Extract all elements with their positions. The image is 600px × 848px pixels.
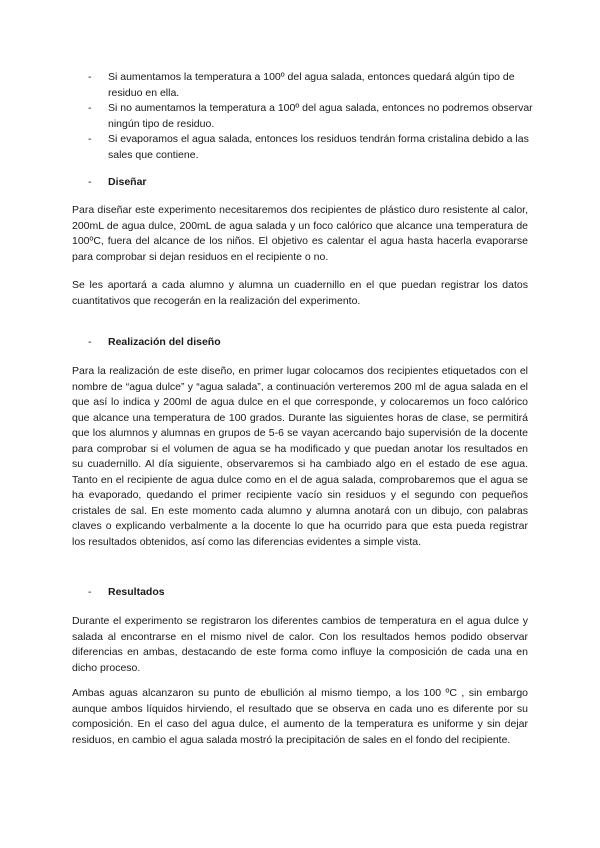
paragraph: Para la realización de este diseño, en primer lugar colocamos dos recipientes etiquetados con el nombre de “agua dulce” y “agua salada”, a continuación verteremos 200 ml de agua salada en el que así lo indica y 200ml de agua dulce en el que corresponde, y colocaremos un foco calórico que alcance una temperatura de 100 grados. Durante las siguientes horas de clase, se permitirá que los alumnos y alumnas en grupos de 5-6 se vayan acercando bajo supervisión de la docente para comprobar si el volumen de agua se ha modificado y que puedan anotar los resultados en su cuadernillo. Al día siguiente, observaremos si ha cambiado algo en el estado de ese agua. Tanto en el recipiente de agua dulce como en el de agua salada, comprobaremos que el agua se ha evaporado, quedando el primer recipiente vacío sin residuos y el segundo con pequeños cristales de sal. En este momento cada alumno y alumna anotará con un dibujo, con palabras claves o explicando verbalmente a la docente lo que ha ocurrido para que esta pueda registrar los resultados obtenidos, así como las diferencias evidentes a simple vista.	[72, 365, 528, 548]
paragraph: Para diseñar este experimento necesitaremos dos recipientes de plástico duro resistente al calor, 200mL de agua dulce, 200mL de agua salada y un foco calórico que alcance una temperatura de 100ºC, fuera del alcance de los niños. El objetivo es calentar el agua hasta hacerla evaporarse para comprobar si dejan residuos en el recipiente o no.	[72, 204, 528, 263]
paragraph: Durante el experimento se registraron los diferentes cambios de temperatura en el agua dulce y salada al encontrarse en el mismo nivel de calor. Con los resultados hemos podido observar diferencias en ambas, destacando de este forma como influye la composición de cada una en dicho proceso.	[72, 615, 528, 674]
bullet-dash: -	[88, 336, 92, 348]
list-item-text: Si aumentamos la temperatura a 100º del agua salada, entonces quedará algún tipo de residuo en ella.	[108, 71, 515, 99]
list-item	[88, 70, 538, 101]
list-item	[88, 132, 538, 163]
hypothesis-list	[88, 70, 538, 163]
bullet-dash: -	[88, 176, 92, 188]
list-item	[88, 101, 538, 132]
bullet-dash: -	[88, 102, 92, 114]
section-heading-text: Resultados	[108, 586, 165, 598]
bullet-dash: -	[88, 133, 92, 145]
section-heading-text: Realización del diseño	[108, 336, 221, 348]
list-item-text: Si no aumentamos la temperatura a 100º del agua salada, entonces no podremos observar ningún tipo de residuo.	[108, 102, 533, 130]
list-item-text: Si evaporamos el agua salada, entonces los residuos tendrán forma cristalina debido a las sales que contiene.	[108, 133, 529, 161]
section-heading-realizacion	[88, 335, 221, 350]
section-heading-text: Diseñar	[108, 176, 147, 188]
section-heading-resultados	[88, 585, 165, 600]
section-heading-disenar	[88, 175, 147, 190]
paragraph: Se les aportará a cada alumno y alumna un cuadernillo en el que puedan registrar los datos cuantitativos que recogerán en la realización del experimento.	[72, 279, 528, 307]
paragraph: Ambas aguas alcanzaron su punto de ebullición al mismo tiempo, a los 100 ºC , sin embargo aunque ambos líquidos hirviendo, el resultado que se observa en cada uno es diferente por su composición. En el caso del agua dulce, el aumento de la temperatura es uniforme y sin dejar residuos, en cambio el agua salada mostró la precipitación de sales en el fondo del recipiente.	[72, 687, 528, 746]
bullet-dash: -	[88, 71, 92, 83]
bullet-dash: -	[88, 586, 92, 598]
